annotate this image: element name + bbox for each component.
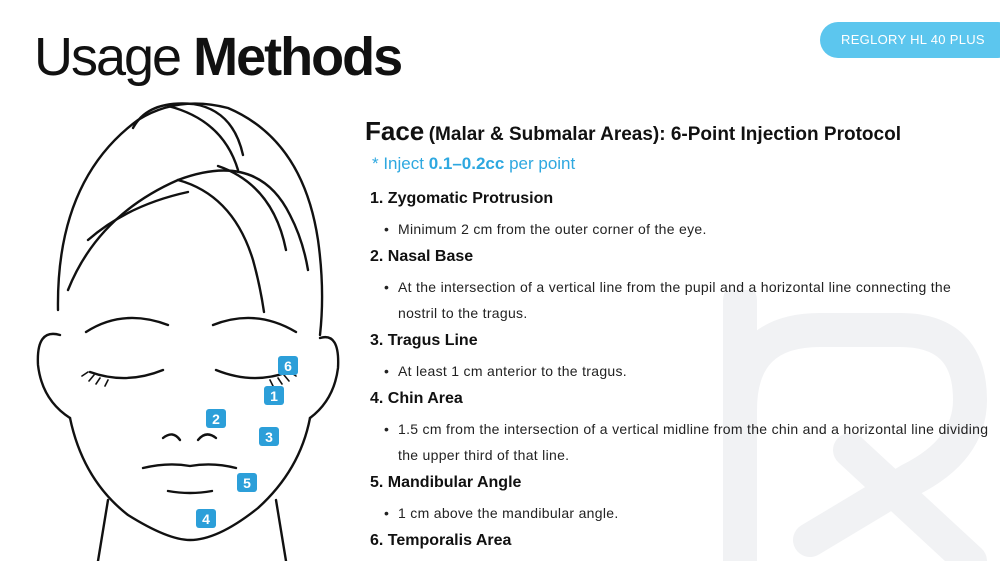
marker-4: 4 (202, 511, 210, 527)
bullet-dot: • (384, 421, 390, 437)
step-item (370, 388, 990, 468)
step-description: Minimum 2 cm from the outer corner of the eye. (398, 221, 707, 237)
right-eye (216, 370, 288, 378)
protocol-heading-sub: (Malar & Submalar Areas): 6-Point Injection Protocol (428, 124, 901, 145)
marker-1: 1 (270, 388, 278, 404)
hair-bun (133, 104, 243, 156)
right-eyebrow (213, 318, 296, 332)
product-badge: REGLORY HL 40 PLUS (820, 22, 1000, 58)
page-title-light: Usage (34, 27, 181, 87)
nose (163, 434, 216, 440)
marker-2: 2 (212, 411, 220, 427)
marker-5: 5 (243, 475, 251, 491)
head-outline (58, 104, 322, 335)
bullet-dot: • (384, 505, 390, 521)
dose-note (372, 154, 575, 174)
neck (98, 500, 108, 561)
dose-note-suffix: per point (504, 154, 576, 173)
left-eye (90, 370, 163, 378)
step-title: 4. Chin Area (370, 390, 463, 407)
dose-note-prefix: * Inject (372, 154, 429, 173)
left-ear (38, 334, 70, 418)
step-title: 5. Mandibular Angle (370, 474, 522, 491)
bullet-dot: • (384, 279, 390, 295)
step-title: 6. Temporalis Area (370, 532, 512, 549)
step-description: 1 cm above the mandibular angle. (398, 505, 619, 521)
step-title: 3. Tragus Line (370, 332, 478, 349)
step-title: 1. Zygomatic Protrusion (370, 190, 554, 207)
step-bullet (370, 500, 990, 526)
protocol-heading-main: Face (365, 116, 425, 146)
marker-3: 3 (265, 429, 273, 445)
mouth (143, 464, 236, 468)
step-bullet (370, 416, 990, 468)
step-item (370, 330, 990, 384)
step-item (370, 472, 990, 526)
step-bullet (370, 358, 990, 384)
step-description: At least 1 cm anterior to the tragus. (398, 363, 627, 379)
protocol-heading (365, 116, 901, 147)
step-item (370, 246, 990, 326)
injection-steps (370, 188, 990, 558)
step-description: 1.5 cm from the intersection of a vertical midline from the chin and a horizontal line dividing the upper third of that line. (398, 421, 989, 463)
right-ear (310, 337, 338, 418)
face-illustration (28, 100, 368, 561)
step-item (370, 188, 990, 242)
page-title-bold: Methods (193, 27, 402, 87)
step-description: At the intersection of a vertical line from the pupil and a horizontal line connecting the nostril to the tragus. (398, 279, 952, 321)
bullet-dot: • (384, 221, 390, 237)
left-eyebrow (86, 318, 168, 332)
step-item (370, 530, 990, 552)
step-bullet (370, 274, 990, 326)
step-bullet (370, 216, 990, 242)
marker-6: 6 (284, 358, 292, 374)
step-title: 2. Nasal Base (370, 248, 474, 265)
bullet-dot: • (384, 363, 390, 379)
dose-value: 0.1–0.2cc (428, 154, 505, 173)
injection-markers (196, 356, 298, 528)
page-title (34, 26, 401, 88)
hair-sweep (68, 171, 308, 290)
